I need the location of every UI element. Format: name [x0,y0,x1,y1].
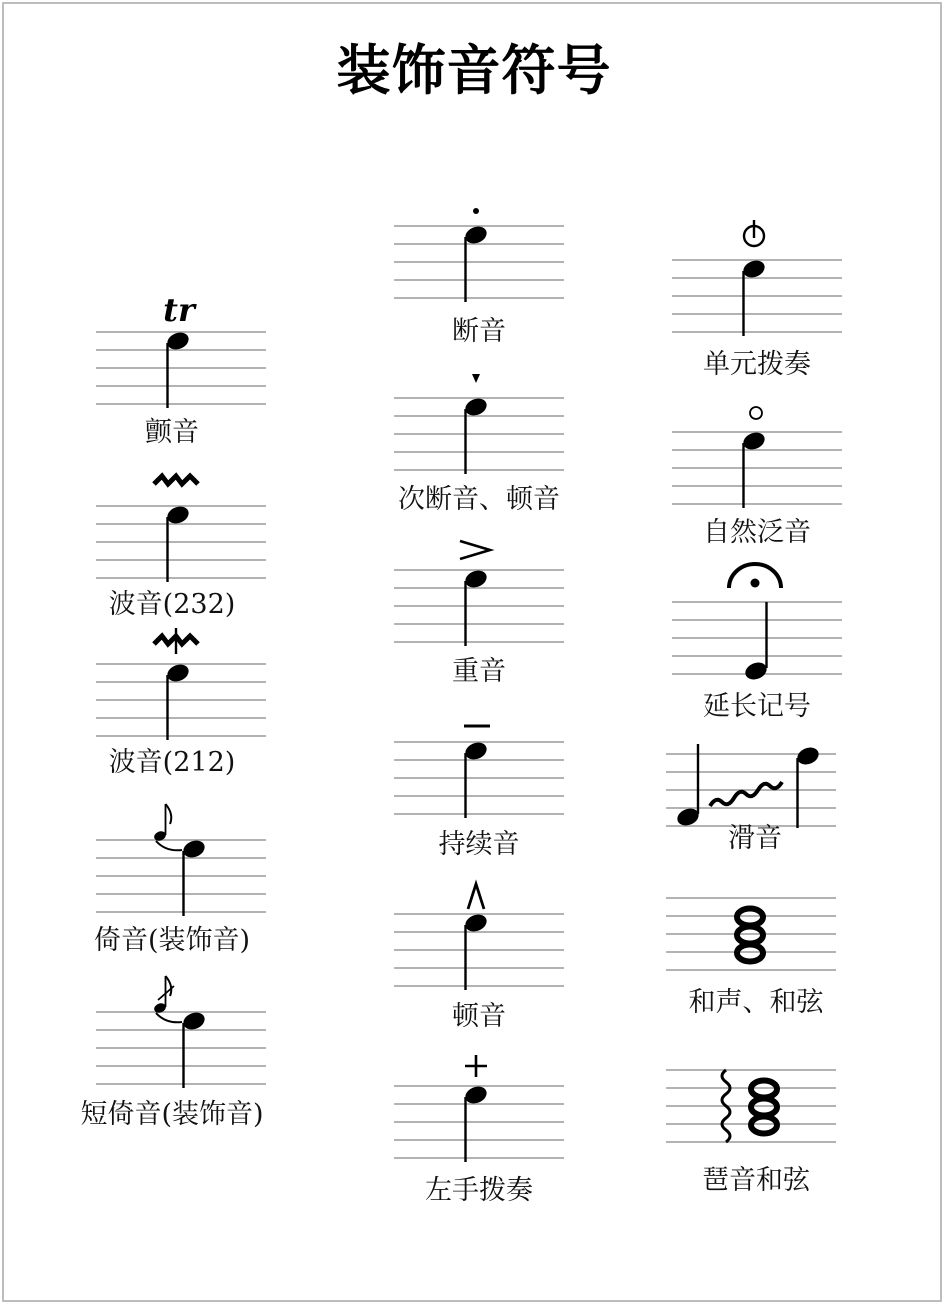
arpeggio-chord-label: 琶音和弦 [702,1165,810,1196]
staccato-symbol [394,224,564,304]
tenuto-symbol [394,740,564,820]
chord-label: 和声、和弦 [688,987,824,1018]
accent-label: 重音 [452,656,506,687]
trill-symbol [96,291,266,410]
upper-mordent-label: 波音(232) [108,589,236,620]
svg-text:tr: tr [163,291,195,329]
upper-mordent-symbol [96,504,266,584]
lower-mordent-label: 波音(212) [108,747,236,778]
glissando-label: 滑音 [728,823,782,854]
page-title: 装饰音符号 [336,38,612,102]
staccatissimo-label: 次断音、顿音 [398,484,560,515]
staccato-label: 断音 [452,316,506,347]
harmonic-symbol [672,430,842,510]
appoggiatura-symbol [96,838,266,918]
left-hand-pizzicato-label: 左手拨奏 [425,1175,533,1206]
acciaccatura-symbol [96,1010,266,1090]
appoggiatura-label: 倚音(装饰音) [93,925,251,956]
chord-symbol [666,896,836,976]
arpeggio-chord-symbol [666,1068,836,1148]
staccatissimo-symbol [394,396,564,476]
left-hand-pizzicato-symbol [394,1084,564,1164]
harmonic-label: 自然泛音 [703,517,811,548]
accent-symbol [394,568,564,648]
marcato-label: 顿音 [452,1001,506,1032]
fermata-symbol [672,600,842,680]
acciaccatura-label: 短倚音(装饰音) [80,1099,264,1130]
trill-label: 颤音 [145,417,199,448]
lower-mordent-symbol [96,662,266,742]
snap-pizzicato-symbol [672,258,842,338]
tenuto-label: 持续音 [438,829,520,860]
snap-pizzicato-label: 单元拨奏 [703,349,811,380]
marcato-symbol [394,912,564,992]
fermata-label: 延长记号 [703,691,811,722]
